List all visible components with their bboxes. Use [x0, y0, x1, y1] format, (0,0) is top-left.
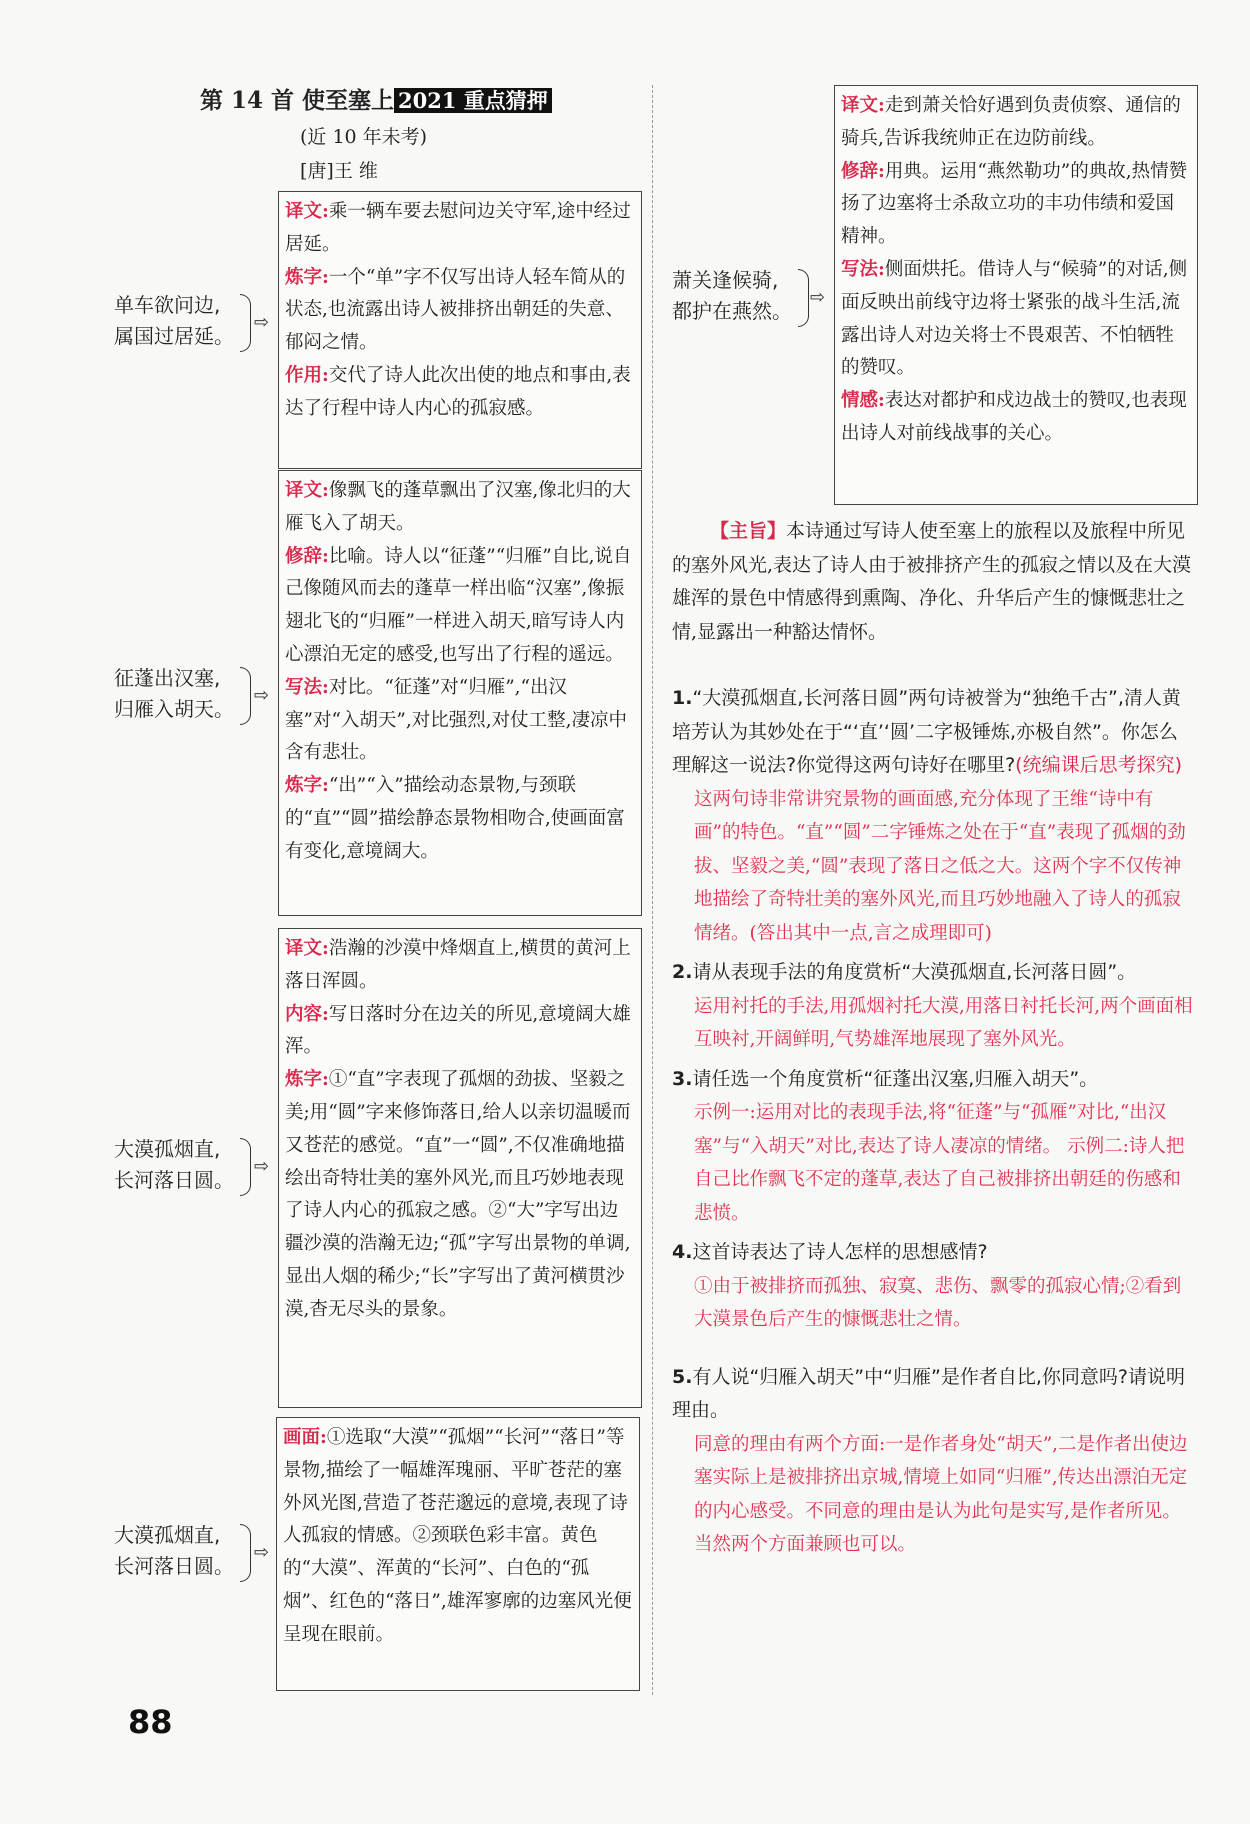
question-source: (统编课后思考探究) [1015, 754, 1182, 776]
annotation-item: 修辞:比喻。诗人以“征蓬”“归雁”自比,说自己像随风而去的蓬草一样出临“汉塞”,像振翅北飞的“归雁”一样进入胡天,暗写诗人内心漂泊无定的感受,也写出了行程的遥远。 [285, 545, 632, 665]
poem-line: 大漠孤烟直, [114, 1523, 221, 1547]
annotation-item: 译文:像飘飞的蓬草飘出了汉塞,像北归的大雁飞入了胡天。 [285, 480, 631, 534]
arrow-icon: ⇨ [254, 1156, 270, 1177]
poem-line: 属国过居延。 [114, 324, 234, 348]
answer-3: 示例一:运用对比的表现手法,将“征蓬”与“孤雁”对比,“出汉塞”与“入胡天”对比,表达了诗人凄凉的情绪。 示例二:诗人把自己比作飘飞不定的蓬草,表达了自己被排挤出朝廷的伤感和悲愤。 [694, 1102, 1185, 1224]
answer-1: 这两句诗非常讲究景物的画面感,充分体现了王维“诗中有画”的特色。“直”“圆”二字锤炼之处在于“直”表现了孤烟的劲拔、坚毅之美,“圆”表现了落日之低之大。这两个字不仅传神地描绘了奇特壮美的塞外风光,而且巧妙地融入了诗人的孤寂情绪。(答出其中一点,言之成理即可) [694, 788, 1186, 944]
arrow-icon: ⇨ [254, 685, 270, 706]
brace [240, 1524, 251, 1582]
annotation-box-5 [834, 85, 1198, 505]
poem-line-group-1 [114, 290, 234, 352]
arrow-icon: ⇨ [810, 287, 826, 308]
poem-line-group-5 [672, 265, 792, 327]
answer-2: 运用衬托的手法,用孤烟衬托大漠,用落日衬托长河,两个画面相互映衬,开阔鲜明,气势雄浑地展现了塞外风光。 [694, 995, 1193, 1050]
author: [唐]王 维 [300, 160, 378, 182]
exam-tag: 2021 重点猜押 [394, 88, 552, 113]
question-2: 2.请从表现手法的角度赏析“大漠孤烟直,长河落日圆”。 [672, 961, 1137, 983]
brace [240, 667, 251, 725]
brace [240, 1138, 251, 1196]
annotation-item: 情感:表达对都护和戍边战士的赞叹,也表现出诗人对前线战事的关心。 [841, 390, 1187, 444]
question-1: 1.“大漠孤烟直,长河落日圆”两句诗被誉为“独绝千古”,清人黄培芳认为其妙处在于“‘直’‘圆’二字极锤炼,亦极自然”。你怎么理解这一说法?你觉得这两句诗好在哪里?(统编课后思考探究) [672, 687, 1182, 776]
poem-line: 长河落日圆。 [114, 1554, 234, 1578]
annotation-item: 写法:侧面烘托。借诗人与“候骑”的对话,侧面反映出前线守边将士紧张的战斗生活,流露出诗人对边关将士不畏艰苦、不怕牺牲的赞叹。 [841, 258, 1188, 379]
arrow-icon: ⇨ [254, 1542, 270, 1563]
theme-label: 【主旨】 [710, 520, 787, 542]
annotation-box-2 [278, 470, 642, 916]
exam-note: (近 10 年未考) [300, 126, 428, 148]
annotation-item: 写法:对比。“征蓬”对“归雁”,“出汉塞”对“入胡天”,对比强烈,对仗工整,凄凉中含有悲壮。 [285, 676, 628, 764]
annotation-item: 炼字:一个“单”字不仅写出诗人轻车简从的状态,也流露出诗人被排挤出朝廷的失意、郁闷之情。 [285, 266, 626, 354]
theme-text: 本诗通过写诗人使至塞上的旅程以及旅程中所见的塞外风光,表达了诗人由于被排挤产生的孤寂之情以及在大漠雄浑的景色中情感得到熏陶、净化、升华后产生的慷慨悲壮之情,显露出一种豁达情怀。 [672, 520, 1192, 643]
poem-title [200, 82, 552, 115]
annotation-item: 炼字:①“直”字表现了孤烟的劲拔、坚毅之美;用“圆”字来修饰落日,给人以亲切温暖而又苍茫的感觉。“直”一“圆”,不仅准确地描绘出奇特壮美的塞外风光,而且巧妙地表现了诗人内心的孤寂之感。②“大”字写出边疆沙漠的浩瀚无边;“孤”字写出景物的单调,显出人烟的稀少;“长”字写出了黄河横贯沙漠,杳无尽头的景象。 [285, 1069, 631, 1320]
question-list [672, 682, 1194, 1562]
page-number: 88 [128, 1703, 173, 1741]
annotation-item: 炼字:“出”“入”描绘动态景物,与颈联的“直”“圆”描绘静态景物相吻合,使画面富有变化,意境阔大。 [285, 775, 625, 862]
arrow-icon: ⇨ [254, 312, 270, 333]
annotation-item: 画面:①选取“大漠”“孤烟”“长河”“落日”等景物,描绘了一幅雄浑瑰丽、平旷苍茫的塞外风光图,营造了苍茫邈远的意境,表现了诗人孤寂的情感。②颈联色彩丰富。黄色的“大漠”、浑黄的“长河”、白色的“孤烟”、红色的“落日”,雄浑寥廓的边塞风光便呈现在眼前。 [283, 1427, 632, 1645]
poem-title-text: 第 14 首 使至塞上 [200, 87, 395, 114]
annotation-item: 译文:浩瀚的沙漠中烽烟直上,横贯的黄河上落日浑圆。 [285, 938, 631, 992]
brace [798, 269, 809, 327]
poem-line-group-4 [114, 1520, 234, 1582]
annotation-box-1 [278, 191, 642, 469]
poem-line-group-2 [114, 663, 234, 725]
poem-line: 长河落日圆。 [114, 1168, 234, 1192]
question-4: 4.这首诗表达了诗人怎样的思想感情? [672, 1241, 988, 1263]
poem-line: 大漠孤烟直, [114, 1137, 221, 1161]
annotation-item: 译文:走到萧关恰好遇到负责侦察、通信的骑兵,告诉我统帅正在边防前线。 [841, 95, 1181, 149]
question-3: 3.请任选一个角度赏析“征蓬出汉塞,归雁入胡天”。 [672, 1067, 1099, 1090]
annotation-box-4 [276, 1417, 640, 1691]
theme-paragraph [672, 515, 1192, 649]
answer-5: 同意的理由有两个方面:一是作者身处“胡天”,二是作者出使边塞实际上是被排挤出京城,情境上如同“归雁”,传达出漂泊无定的内心感受。不同意的理由是认为此句是实写,是作者所见。当然两个方面兼顾也可以。 [694, 1433, 1188, 1555]
annotation-item: 译文:乘一辆车要去慰问边关守军,途中经过居延。 [285, 201, 631, 255]
brace [240, 294, 251, 352]
column-divider [652, 85, 653, 1695]
answer-4: ①由于被排挤而孤独、寂寞、悲伤、飘零的孤寂心情;②看到大漠景色后产生的慷慨悲壮之情。 [694, 1275, 1182, 1330]
question-5: 5.有人说“归雁入胡天”中“归雁”是作者自比,你同意吗?请说明理由。 [672, 1365, 1185, 1421]
poem-line: 单车欲问边, [114, 293, 221, 317]
poem-line: 都护在燕然。 [672, 299, 792, 323]
poem-line: 归雁入胡天。 [114, 697, 234, 721]
poem-line: 征蓬出汉塞, [114, 666, 221, 690]
annotation-item: 内容:写日落时分在边关的所见,意境阔大雄浑。 [285, 1003, 631, 1058]
poem-line-group-3 [114, 1134, 234, 1196]
annotation-item: 修辞:用典。运用“燕然勒功”的典故,热情赞扬了边塞将士杀敌立功的丰功伟绩和爱国精神。 [841, 160, 1188, 248]
annotation-box-3 [278, 928, 642, 1408]
poem-line: 萧关逢候骑, [672, 268, 779, 292]
annotation-item: 作用:交代了诗人此次出使的地点和事由,表达了行程中诗人内心的孤寂感。 [285, 364, 631, 419]
